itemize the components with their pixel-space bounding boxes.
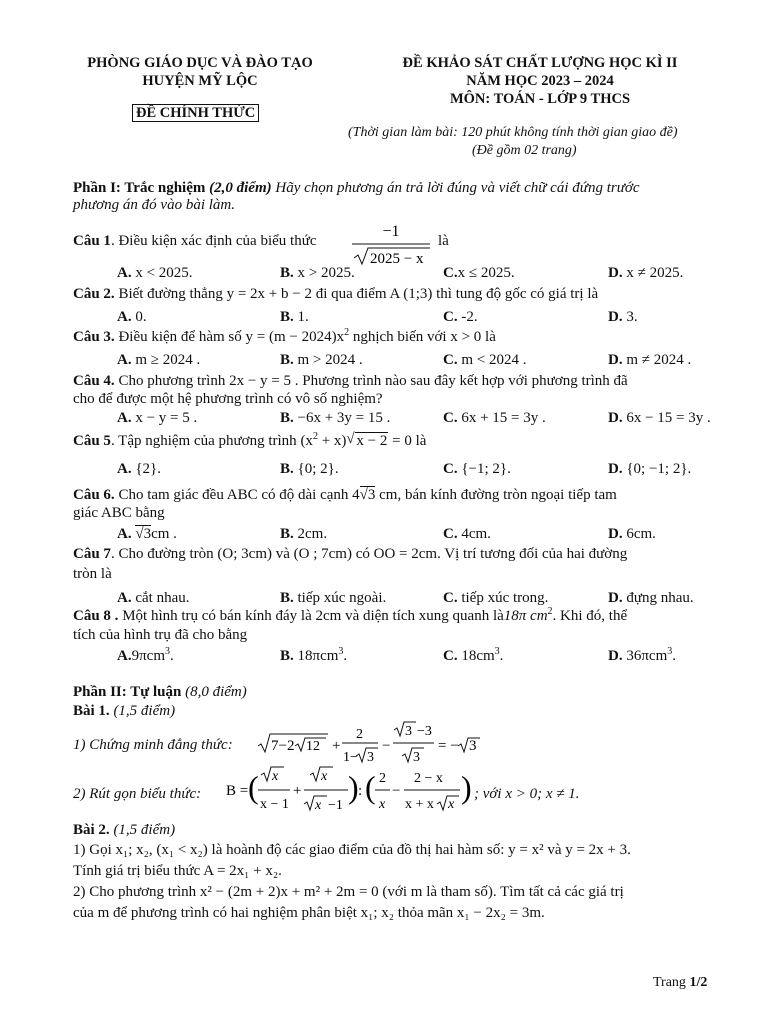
- q7-option-c[interactable]: C. tiếp xúc trong.: [443, 590, 549, 606]
- svg-text:x: x: [315, 798, 322, 813]
- q1-option-c[interactable]: C.x ≤ 2025.: [443, 265, 515, 281]
- q2-option-d[interactable]: D. 3.: [608, 309, 638, 325]
- school-year: NĂM HỌC 2023 – 2024: [466, 73, 614, 89]
- q2-option-b[interactable]: B. 1.: [280, 309, 309, 325]
- svg-text:x: x: [321, 769, 328, 784]
- svg-text:−1: −1: [328, 798, 343, 813]
- svg-text:+: +: [332, 738, 341, 754]
- svg-text:−: −: [382, 738, 391, 754]
- q5-option-a[interactable]: A. {2}.: [117, 461, 161, 477]
- q6-stem: Câu 6. Cho tam giác đều ABC có độ dài cạnh 4√3 cm, bán kính đường tròn ngoại tiếp tam: [73, 487, 617, 503]
- svg-text:x − 1: x − 1: [260, 797, 289, 812]
- svg-text:−: −: [392, 783, 401, 799]
- q2-option-a[interactable]: A. 0.: [117, 309, 147, 325]
- svg-text:x: x: [272, 769, 279, 784]
- svg-text:2 − x: 2 − x: [414, 771, 443, 786]
- svg-text:3: 3: [469, 738, 477, 754]
- svg-text:3: 3: [367, 750, 374, 765]
- department-name: PHÒNG GIÁO DỤC VÀ ĐÀO TẠO: [87, 55, 313, 71]
- q5-option-b[interactable]: B. {0; 2}.: [280, 461, 339, 477]
- q1-option-d[interactable]: D. x ≠ 2025.: [608, 265, 684, 281]
- exam-title: ĐỀ KHẢO SÁT CHẤT LƯỢNG HỌC KÌ II: [402, 55, 678, 71]
- part1-instruction: phương án đó vào bài làm.: [73, 197, 236, 213]
- svg-text:3: 3: [413, 750, 420, 765]
- pages-note: (Đề gồm 02 trang): [472, 143, 577, 158]
- q2-stem: Câu 2. Biết đường thẳng y = 2x + b − 2 đi qua điểm A (1;3) thì tung độ gốc có giá trị là: [73, 286, 599, 302]
- q8-option-a[interactable]: A.9πcm$^3$.: [117, 646, 174, 664]
- q4-option-c[interactable]: C. 6x + 15 = 3y .: [443, 410, 546, 426]
- q1-option-a[interactable]: A. x < 2025.: [117, 265, 193, 281]
- svg-text:2: 2: [356, 727, 363, 742]
- district-name: HUYỆN MỸ LỘC: [142, 73, 258, 89]
- q6-stem-line2: giác ABC bằng: [73, 505, 165, 521]
- q8-option-c[interactable]: C. $18cm^3$.: [443, 646, 504, 664]
- q1-numerator: −1: [382, 223, 400, 240]
- svg-text:= −: = −: [438, 738, 459, 754]
- svg-text:2: 2: [379, 771, 386, 786]
- svg-text:x + x: x + x: [405, 797, 434, 812]
- svg-text:x: x: [448, 797, 455, 812]
- q1-radicand: 2025 − x: [370, 251, 424, 267]
- q1-stem: Câu 1. Điều kiện xác định của biểu thức: [73, 233, 317, 249]
- official-stamp: [132, 104, 259, 122]
- subject: MÔN: TOÁN - LỚP 9 THCS: [449, 91, 631, 107]
- bai1-item2-label: 2) Rút gọn biểu thức:: [73, 786, 202, 802]
- q3-option-c[interactable]: C. m < 2024 .: [443, 352, 527, 368]
- q1-tail: là: [438, 233, 449, 249]
- part2-heading: Phần II: Tự luận (8,0 điểm): [73, 684, 247, 700]
- q6-option-b[interactable]: B. 2cm.: [280, 526, 328, 542]
- q7-option-d[interactable]: D. đựng nhau.: [608, 590, 694, 606]
- svg-text::: :: [358, 783, 363, 799]
- q4-stem: Câu 4. Cho phương trình 2x − y = 5 . Phương trình nào sau đây kết hợp với phương trình đã: [73, 373, 628, 389]
- q4-option-d[interactable]: D. 6x − 15 = 3y .: [608, 410, 711, 426]
- q5-option-d[interactable]: D. {0; −1; 2}.: [608, 461, 692, 477]
- q5-option-c[interactable]: C. {−1; 2}.: [443, 461, 511, 477]
- q4-option-a[interactable]: A. x − y = 5 .: [117, 410, 198, 426]
- q7-stem: Câu 7. Cho đường tròn (O; 3cm) và (O ; 7cm) có OO = 2cm. Vị trí tương đối của hai đường: [73, 546, 628, 562]
- time-note: (Thời gian làm bài: 120 phút không tính thời gian giao đề): [348, 125, 678, 140]
- svg-text:7−2: 7−2: [271, 738, 295, 754]
- q3-stem: Câu 3. Điều kiện để hàm số $y = (m - 2024)x^2$ nghịch biến với x > 0 là: [73, 327, 496, 345]
- q5-radical: √ x − 2: [346, 431, 388, 449]
- q7-stem-line2: tròn là: [73, 566, 112, 582]
- svg-text:−3: −3: [417, 724, 432, 739]
- svg-text:12: 12: [306, 739, 320, 754]
- svg-text:): ): [348, 769, 359, 805]
- bai2-line4: của m để phương trình có hai nghiệm phân biệt x₁; x₂ thỏa mãn x₁ − 2x₂ = 3m.: [73, 905, 545, 921]
- part1-heading: Phần I: Trắc nghiệm (2,0 điểm) Hãy chọn phương án trả lời đúng và viết chữ cái đứng trước: [73, 180, 640, 196]
- svg-text:): ): [461, 769, 472, 805]
- q6-option-a[interactable]: A. √3cm .: [117, 526, 177, 542]
- q7-option-b[interactable]: B. tiếp xúc ngoài.: [280, 590, 387, 606]
- page-number: Trang 1/2: [653, 975, 708, 990]
- svg-text:1−: 1−: [343, 750, 358, 765]
- svg-text:(: (: [365, 769, 376, 805]
- bai2-line3: 2) Cho phương trình x² − (2m + 2)x + m² + 2m = 0 (với m là tham số). Tìm tất cả các giá trị: [73, 884, 624, 900]
- bai1-item2-formula: [224, 762, 474, 820]
- svg-text:B =: B =: [226, 783, 249, 799]
- q5-stem: Câu 5. Tập nghiệm của phương trình $(x^2 + x)$ √ x − 2 = 0 là: [73, 431, 427, 449]
- q1-fraction: [348, 218, 434, 268]
- q3-option-d[interactable]: D. m ≠ 2024 .: [608, 352, 692, 368]
- q2-option-c[interactable]: C. -2.: [443, 309, 478, 325]
- bai1-item1-label: 1) Chứng minh đẳng thức:: [73, 737, 233, 753]
- q6-option-c[interactable]: C. 4cm.: [443, 526, 491, 542]
- svg-text:(: (: [248, 769, 259, 805]
- q8-stem-line2: tích của hình trụ đã cho bằng: [73, 627, 248, 643]
- svg-text:x: x: [379, 797, 386, 812]
- bai1-heading: Bài 1. (1,5 điểm): [73, 703, 176, 719]
- q8-option-d[interactable]: D. 36πcm$^3$.: [608, 646, 676, 664]
- q7-option-a[interactable]: A. cắt nhau.: [117, 590, 190, 606]
- q8-option-b[interactable]: B. 18πcm$^3$.: [280, 646, 348, 664]
- bai1-item2-condition: ; với x > 0; x ≠ 1.: [474, 786, 580, 802]
- bai2-heading: Bài 2. (1,5 điểm): [73, 822, 176, 838]
- bai2-line2: Tính giá trị biểu thức A = 2x₁ + x₂.: [73, 863, 282, 879]
- q1-option-b[interactable]: B. x > 2025.: [280, 265, 355, 281]
- q3-option-a[interactable]: A. m ≥ 2024 .: [117, 352, 201, 368]
- q4-option-b[interactable]: B. −6x + 3y = 15 .: [280, 410, 391, 426]
- q8-stem: Câu 8 . Một hình trụ có bán kính đáy là 2cm và diện tích xung quanh là18π $cm^2$. Khi đó, thể: [73, 606, 628, 624]
- q4-stem-line2: cho để được một hệ phương trình có vô số nghiệm?: [73, 391, 383, 407]
- official-stamp-label: ĐỀ CHÍNH THỨC: [132, 104, 259, 122]
- q3-option-b[interactable]: B. m > 2024 .: [280, 352, 363, 368]
- svg-text:+: +: [293, 783, 302, 799]
- bai2-line1: 1) Gọi x₁; x₂, (x₁ < x₂) là hoành độ các giao điểm của đồ thị hai hàm số: y = x² và y = 2x + 3.: [73, 842, 631, 858]
- q6-option-d[interactable]: D. 6cm.: [608, 526, 656, 542]
- svg-text:3: 3: [405, 724, 412, 739]
